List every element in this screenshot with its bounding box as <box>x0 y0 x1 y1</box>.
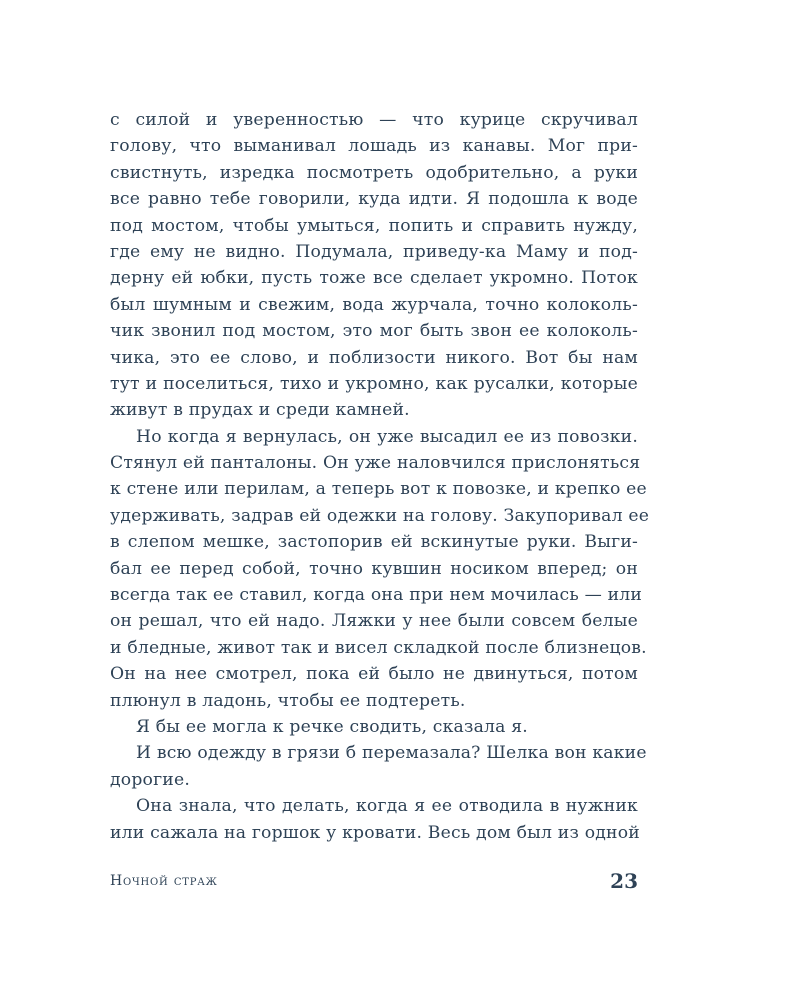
text-line: Она знала, что делать, когда я ее отводила в нужник <box>136 796 638 817</box>
text-line: чика, это ее слово, и поблизости никого. Вот бы нам <box>110 347 638 368</box>
text-line: свистнуть, изредка посмотреть одобрительно, а руки <box>110 162 638 183</box>
text-line: голову, что выманивал лошадь из канавы. Мог при- <box>110 136 638 157</box>
text-line: дерну ей юбки, пусть тоже все сделает укромно. Поток <box>110 268 638 289</box>
text-line: живут в прудах и среди камней. <box>110 400 410 421</box>
text-line: он решал, что ей надо. Ляжки у нее были совсем белые <box>110 611 638 632</box>
text-line: удерживать, задрав ей одежки на голову. Закупоривал ее <box>110 505 650 526</box>
text-line: Стянул ей панталоны. Он уже наловчился прислоняться <box>110 453 641 474</box>
text-line: чик звонил под мостом, это мог быть звон ее колоколь- <box>110 321 638 342</box>
text-line: под мостом, чтобы умыться, попить и справить нужду, <box>110 215 638 236</box>
text-line: всегда так ее ставил, когда она при нем мочилась — или <box>110 585 643 606</box>
text-line: И всю одежду в грязи б перемазала? Шелка вон какие <box>136 743 647 764</box>
text-line: Я бы ее могла к речке сводить, сказала я. <box>136 716 528 737</box>
text-line: бал ее перед собой, точно кувшин носиком вперед; он <box>110 558 638 579</box>
text-line: все равно тебе говорили, куда идти. Я подошла к воде <box>110 189 638 210</box>
text-line: где ему не видно. Подумала, приведу-ка Маму и под- <box>110 241 638 262</box>
text-line: к стене или перилам, а теперь вот к повозке, и крепко ее <box>110 479 647 500</box>
text-line: в слепом мешке, застопорив ей вскинутые руки. Выги- <box>110 532 638 553</box>
text-line: дорогие. <box>110 769 190 790</box>
text-line: был шумным и свежим, вода журчала, точно колоколь- <box>110 294 638 315</box>
text-line: Но когда я вернулась, он уже высадил ее из повозки. <box>136 426 638 447</box>
text-line: Он на нее смотрел, пока ей было не двинуться, потом <box>110 664 638 685</box>
text-line: с силой и уверенностью — что курице скручивал <box>110 110 638 130</box>
text-line: или сажала на горшок у кровати. Весь дом был из одной <box>110 822 640 843</box>
running-footer-title: Ночной страж <box>110 873 218 889</box>
body-text <box>110 107 650 846</box>
text-line: тут и поселиться, тихо и укромно, как русалки, которые <box>110 373 638 394</box>
text-line: плюнул в ладонь, чтобы ее подтереть. <box>110 690 466 711</box>
page-number: 23 <box>610 869 638 893</box>
text-line: и бледные, живот так и висел складкой после близнецов. <box>110 637 647 658</box>
